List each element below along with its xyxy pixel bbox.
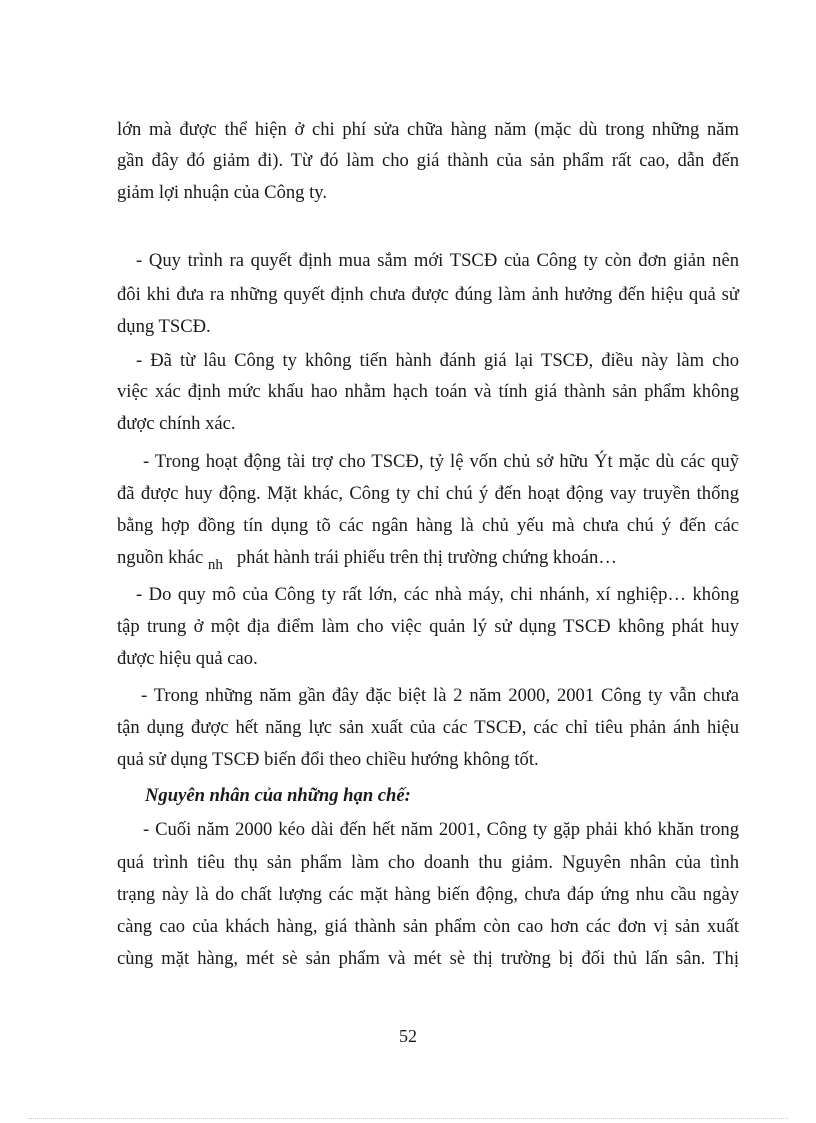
paragraph-line: lớn mà được thể hiện ở chi phí sửa chữa hàng năm (mặc dù trong những năm	[117, 119, 739, 140]
paragraph-line: tập trung ở một địa điểm làm cho việc quản lý sử dụng TSCĐ không phát huy	[117, 616, 739, 637]
page-bottom-divider	[28, 1118, 788, 1119]
paragraph-line: gần đây đó giảm đi). Từ đó làm cho giá thành của sản phẩm rất cao, dẫn đến	[117, 150, 739, 171]
paragraph-line: - Do quy mô của Công ty rất lớn, các nhà máy, chi nhánh, xí nghiệp… không	[136, 584, 739, 605]
paragraph-line: đôi khi đưa ra những quyết định chưa được đúng làm ảnh hưởng đến hiệu quả sử	[117, 284, 739, 305]
page-number: 52	[399, 1026, 417, 1046]
subscript-fragment: nh	[207, 557, 223, 573]
paragraph-line: - Cuối năm 2000 kéo dài đến hết năm 2001, Công ty gặp phải khó khăn trong	[143, 819, 739, 840]
paragraph-line: càng cao của khách hàng, giá thành sản phẩm còn cao hơn các đơn vị sản xuất	[117, 916, 739, 937]
paragraph-line: - Trong những năm gần đây đặc biệt là 2 năm 2000, 2001 Công ty vẫn chưa	[141, 685, 739, 706]
paragraph-line: việc xác định mức khấu hao nhằm hạch toán và tính giá thành sản phẩm không	[117, 381, 739, 402]
paragraph-line	[117, 546, 739, 573]
paragraph-line: - Trong hoạt động tài trợ cho TSCĐ, tỷ lệ vốn chủ sở hữu Ýt mặc dù các quỹ	[143, 451, 739, 472]
paragraph-line: tận dụng được hết năng lực sản xuất của các TSCĐ, các chỉ tiêu phản ánh hiệu	[117, 717, 739, 738]
paragraph-line: - Quy trình ra quyết định mua sắm mới TSCĐ của Công ty còn đơn giản nên	[136, 250, 739, 271]
paragraph-line: cùng mặt hàng, mét sè sản phẩm và mét sè thị trường bị đối thủ lấn sân. Thị	[117, 948, 739, 969]
paragraph-line: được chính xác.	[117, 413, 236, 434]
paragraph-line: - Đã từ lâu Công ty không tiến hành đánh giá lại TSCĐ, điều này làm cho	[136, 350, 739, 371]
paragraph-line: quá trình tiêu thụ sản phẩm làm cho doanh thu giảm. Nguyên nhân của tình	[117, 852, 739, 873]
paragraph-line: được hiệu quả cao.	[117, 648, 258, 669]
paragraph-line: quả sử dụng TSCĐ biến đổi theo chiều hướng không tốt.	[117, 749, 539, 770]
paragraph-line: giảm lợi nhuận của Công ty.	[117, 182, 328, 203]
paragraph-line: trạng này là do chất lượng các mặt hàng biến động, chưa đáp ứng nhu cầu ngày	[117, 884, 739, 905]
section-heading: Nguyên nhân của những hạn chế:	[145, 785, 411, 806]
paragraph-line: dụng TSCĐ.	[117, 316, 211, 337]
line-segment: phát hành trái phiếu trên thị trường chứng khoán…	[236, 547, 617, 568]
paragraph-line: đã được huy động. Mặt khác, Công ty chỉ chú ý đến hoạt động vay truyền thống	[117, 483, 739, 504]
paragraph-line: bằng hợp đồng tín dụng tõ các ngân hàng là chủ yếu mà chưa chú ý đến các	[117, 515, 739, 536]
line-segment: nguồn khác	[117, 547, 204, 568]
